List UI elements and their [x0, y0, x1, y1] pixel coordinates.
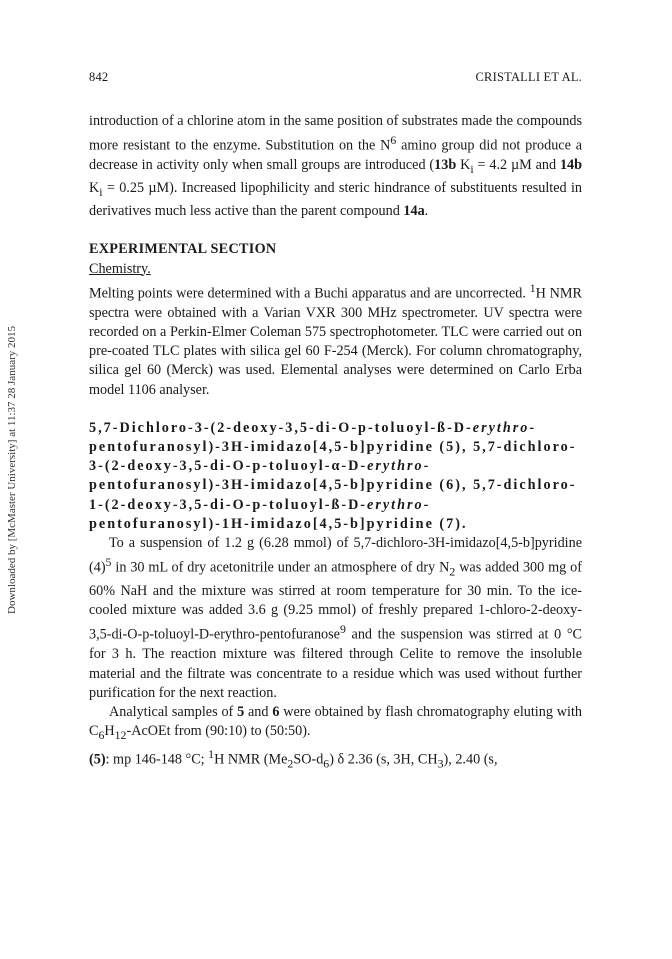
compound-heading: 5,7-Dichloro-3-(2-deoxy-3,5-di-O-p-toluoyl-ß-D-erythro-pentofuranosyl)-3H-imidazo[4,5-b]pyridine (5), 5,7-dichloro-3-(2-deoxy-3,5-di-O-p-toluoyl-α-D-erythro-pentofuranosyl)-3H-imidazo[4,5-b]pyridine (6), 5,7-dichloro-1-(2-deoxy-3,5-di-O-p-toluoyl-ß-D-erythro-pentofuranosyl)-1H-imidazo[4,5-b]pyridine (7).	[89, 419, 577, 532]
intro-paragraph: introduction of a chlorine atom in the same position of substrates made the compounds more resistant to the enzyme. Substitution on the $N^6$ amino group did not produce a decrease in activity only when small groups are introduced (13b $K_i = 4.2$ µM and 14b $K_i = 0.25$ µM). Increased lipophilicity and steric hindrance of substituents resulted in derivatives much less active than the parent compound 14a.	[89, 113, 583, 220]
subsection-title: Chemistry.	[89, 260, 151, 277]
section-title: EXPERIMENTAL SECTION	[89, 241, 277, 258]
analytical-paragraph: Analytical samples of 5 and 6 were obtained by flash chromatography eluting with $C_6H_{12}$-AcOEt from (90:10) to (50:50).	[89, 703, 582, 742]
page-number: 842	[89, 70, 109, 84]
methods-paragraph: Melting points were determined with a Buchi apparatus and are uncorrected. $^1$H NMR spectra were obtained with a Varian VXR 300 MHz spectrometer. UV spectra were recorded on a Perkin-Elmer Coleman 575 spectrophotometer. TLC were carried out on pre-coated TLC plates with silica gel 60 F-254 (Merck). For column chromatography, silica gel 60 (Merck) was used. Elemental analyses were determined on Carlo Erba model 1106 analyser.	[89, 280, 582, 398]
article-body	[89, 112, 582, 774]
download-watermark	[2, 300, 22, 640]
procedure-paragraph: To a suspension of 1.2 g (6.28 mmol) of 5,7-dichloro-3H-imidazo[4,5-b]pyridine $(4)^5$ in 30 mL of dry acetonitrile under an atmosphere of dry $N_2$ was added 300 mg of 60% NaH and the mixture was stirred at room temperature for 30 min. To the ice-cooled mixture was added 3.6 g (9.25 mmol) of freshly prepared 1-chloro-2-deoxy-3,5-di-O-p-toluoyl-D-erythro-pentofuranose$^9$ and the suspension was stirred at 0 °C for 3 h. The reaction mixture was filtered through Celite to remove the insoluble material and the filtrate was concentrate to a residue which was used without further purification for the next reaction.	[89, 534, 582, 701]
running-head: CRISTALLI ET AL.	[475, 70, 582, 84]
download-note-text: Downloaded by [McMaster University] at 11:37 28 January 2015	[6, 326, 18, 614]
nmr-data: (5): mp 146-148 °C; $^1$H NMR $(Me_2SO-d_6)$ δ 2.36 (s, 3H, $CH_3$), 2.40 (s,	[89, 747, 498, 771]
